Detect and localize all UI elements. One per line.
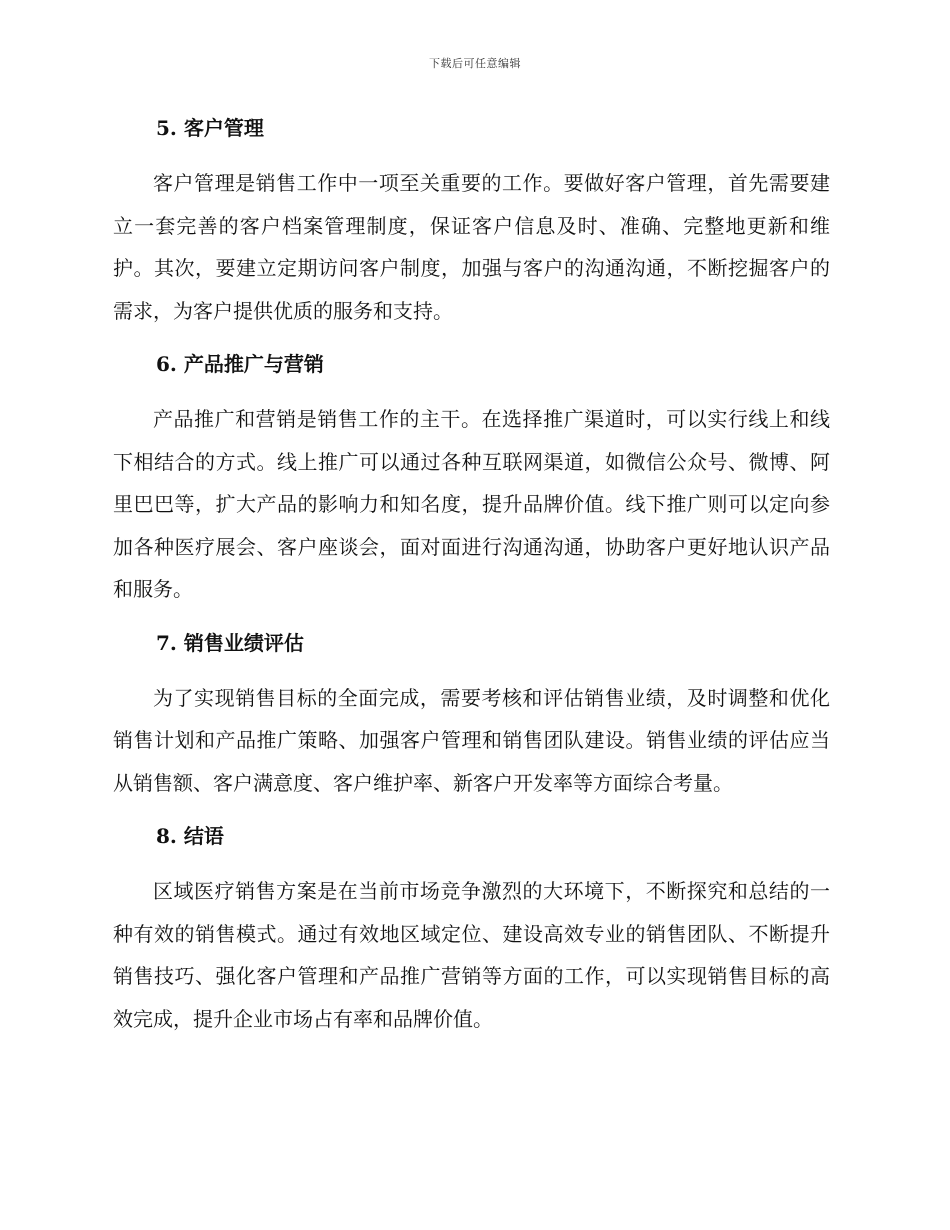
- section-heading: 7. 销售业绩评估: [156, 630, 304, 655]
- document-body: [113, 108, 830, 1052]
- section-heading: 5. 客户管理: [156, 116, 264, 140]
- page-header: 下载后可任意编辑: [429, 57, 521, 70]
- section-paragraph: 产品推广和营销是销售工作的主干。在选择推广渠道时，可以实行线上和线下相结合的方式。线上推广可以通过各种互联网渠道，如微信公众号、微博、阿里巴巴等，扩大产品的影响力和知名度，提升品牌价值。线下推广则可以定向参加各种医疗展会、客户座谈会，面对面进行沟通沟通，协助客户更好地认识产品和服务。: [113, 407, 830, 601]
- section-paragraph: 为了实现销售目标的全面完成，需要考核和评估销售业绩，及时调整和优化销售计划和产品推广策略、加强客户管理和销售团队建设。销售业绩的评估应当从销售额、客户满意度、客户维护率、新客户开发率等方面综合考量。: [113, 685, 830, 795]
- section-paragraph: 客户管理是销售工作中一项至关重要的工作。要做好客户管理，首先需要建立一套完善的客户档案管理制度，保证客户信息及时、准确、完整地更新和维护。其次，要建立定期访问客户制度，加强与客户的沟通沟通，不断挖掘客户的需求，为客户提供优质的服务和支持。: [113, 171, 830, 323]
- section-sales-evaluation: [113, 623, 830, 805]
- section-product-promotion: [113, 344, 830, 611]
- section-heading: 8. 结语: [156, 824, 224, 848]
- section-heading: 6. 产品推广与营销: [156, 352, 324, 376]
- section-paragraph: 区域医疗销售方案是在当前市场竞争激烈的大环境下，不断探究和总结的一种有效的销售模式。通过有效地区域定位、建设高效专业的销售团队、不断提升销售技巧、强化客户管理和产品推广营销等方面的工作，可以实现销售目标的高效完成，提升企业市场占有率和品牌价值。: [113, 879, 830, 1031]
- section-customer-management: [113, 108, 830, 332]
- section-conclusion: [113, 816, 830, 1040]
